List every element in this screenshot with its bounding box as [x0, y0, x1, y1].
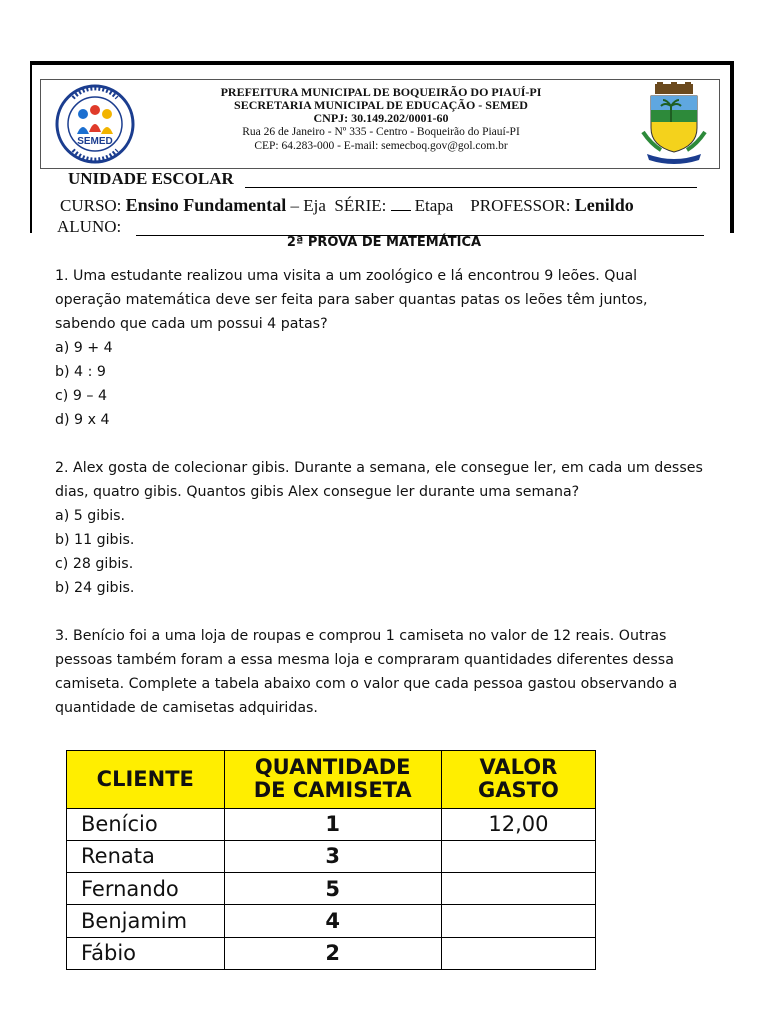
professor-label: PROFESSOR:	[470, 196, 571, 215]
header-valor: VALOR GASTO	[441, 751, 595, 809]
answer-option: d) 9 x 4	[55, 412, 110, 428]
table-row	[67, 937, 596, 969]
unidade-escolar-blank[interactable]	[245, 187, 697, 188]
header-line-3: CNPJ: 30.149.202/0001-60	[313, 111, 449, 125]
unidade-escolar-label: UNIDADE ESCOLAR	[68, 169, 234, 188]
serie-blank[interactable]	[391, 196, 411, 211]
letterhead	[40, 79, 720, 169]
table-row	[67, 905, 596, 937]
answer-option: c) 9 – 4	[55, 388, 108, 404]
curso-label: CURSO:	[60, 196, 122, 215]
answer-option: a) 9 + 4	[55, 340, 113, 356]
question-text-line: 3. Benício foi a uma loja de roupas e comprou 1 camiseta no valor de 12 reais. Outras	[55, 628, 667, 644]
document-header	[30, 61, 734, 236]
answer-option: a) 5 gibis.	[55, 508, 126, 524]
curso-value: Ensino Fundamental	[125, 195, 287, 215]
curso-suffix: – Eja	[290, 196, 326, 215]
answer-option: b) 4 : 9	[55, 364, 106, 380]
header-quantidade: QUANTIDADE DE CAMISETA	[224, 751, 441, 809]
header-line-4: Rua 26 de Janeiro - Nº 335 - Centro - Boqueirão do Piauí-PI	[242, 126, 520, 138]
header-line-5: CEP: 64.283-000 - E-mail: semecboq.gov@gol.com.br	[254, 140, 508, 152]
question-text-line: sabendo que cada um possui 4 patas?	[55, 316, 328, 332]
table-row	[67, 840, 596, 872]
question-1	[55, 264, 725, 432]
question-text-line: pessoas também foram a essa mesma loja e compraram quantidades diferentes dessa	[55, 652, 674, 668]
question-text-line: quantidade de camisetas adquiridas.	[55, 700, 318, 716]
question-text-line: camiseta. Complete a tabela abaixo com o valor que cada pessoa gastou observando a	[55, 676, 678, 692]
cell-valor: 12,00	[441, 808, 595, 840]
table-row	[67, 873, 596, 905]
serie-value: Etapa	[414, 196, 454, 215]
cell-cliente: Benício	[67, 808, 225, 840]
semed-logo-icon	[55, 84, 135, 164]
cell-cliente: Benjamim	[67, 905, 225, 937]
cell-valor-blank[interactable]	[441, 873, 595, 905]
header-cliente: CLIENTE	[67, 751, 225, 809]
question-text-line: dias, quatro gibis. Quantos gibis Alex consegue ler durante uma semana?	[55, 484, 580, 500]
answer-option: c) 28 gibis.	[55, 556, 134, 572]
svg-text:SEMED: SEMED	[77, 136, 113, 147]
cell-valor-blank[interactable]	[441, 937, 595, 969]
exam-title: 2ª PROVA DE MATEMÁTICA	[286, 235, 482, 250]
answer-option: b) 11 gibis.	[55, 532, 135, 548]
question-text-line: operação matemática deve ser feita para saber quantas patas os leões têm juntos,	[55, 292, 648, 308]
cell-valor-blank[interactable]	[441, 905, 595, 937]
question-2	[55, 456, 725, 600]
cell-quantidade: 2	[224, 937, 441, 969]
cell-cliente: Fábio	[67, 937, 225, 969]
question-text-line: 2. Alex gosta de colecionar gibis. Durante a semana, ele consegue ler, em cada um desses	[55, 460, 703, 476]
shirt-cost-table	[66, 750, 596, 970]
cell-quantidade: 5	[224, 873, 441, 905]
table-row	[67, 808, 596, 840]
cell-cliente: Renata	[67, 840, 225, 872]
municipal-crest-icon	[641, 82, 707, 166]
header-line-2: SECRETARIA MUNICIPAL DE EDUCAÇÃO - SEMED	[234, 98, 528, 112]
answer-option: b) 24 gibis.	[55, 580, 135, 596]
question-text-line: 1. Uma estudante realizou uma visita a um zoológico e lá encontrou 9 leões. Qual	[55, 268, 638, 284]
cell-valor-blank[interactable]	[441, 840, 595, 872]
curso-row	[60, 195, 634, 216]
cell-quantidade: 3	[224, 840, 441, 872]
table-header-row	[67, 751, 596, 809]
header-line-1: PREFEITURA MUNICIPAL DE BOQUEIRÃO DO PIAUÍ-PI	[220, 85, 542, 99]
cell-quantidade: 1	[224, 808, 441, 840]
professor-value: Lenildo	[574, 195, 634, 215]
cell-cliente: Fernando	[67, 873, 225, 905]
aluno-label: ALUNO:	[57, 217, 122, 236]
question-3	[55, 624, 725, 720]
serie-label: SÉRIE:	[334, 196, 387, 215]
cell-quantidade: 4	[224, 905, 441, 937]
